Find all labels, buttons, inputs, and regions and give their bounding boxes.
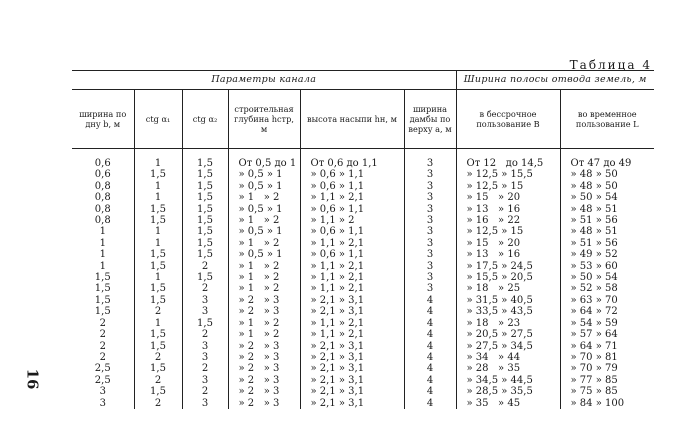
table-title: Таблица 4 (569, 58, 652, 72)
header-ctg-a2: ctg α₂ (182, 90, 228, 149)
cell-embankment: » 1,1 » 2,1 (300, 238, 404, 249)
cell-embankment: » 2,1 » 3,1 (300, 398, 404, 409)
cell-permanent-use: » 31,5 » 40,5 (456, 295, 560, 306)
cell-ctg-a1: 2 (134, 352, 182, 363)
cell-bottom-width: 0,8 (94, 215, 111, 227)
cell-embankment: » 1,1 » 2 (300, 215, 404, 226)
cell-ctg-a1: 1,5 (134, 283, 182, 294)
cell-bottom-width: 2 (99, 340, 106, 352)
cell-ctg-a2: 1,5 (182, 249, 228, 260)
table-header (72, 71, 654, 149)
cell-embankment: » 2,1 » 3,1 (300, 295, 404, 306)
cell-temporary-use: » 53 » 60 (560, 261, 654, 272)
cell-embankment: » 0,6 » 1,1 (300, 169, 404, 180)
table-row (72, 295, 654, 306)
table-row (72, 192, 654, 203)
cell-ctg-a2: 1,5 (182, 149, 228, 170)
cell-ctg-a2: 2 (182, 329, 228, 340)
cell-bottom-width: 0,6 (94, 158, 111, 169)
cell-temporary-use: » 48 » 50 (560, 181, 654, 192)
cell-embankment: » 2,1 » 3,1 (300, 341, 404, 352)
cell-ctg-a1: 1,5 (134, 341, 182, 352)
header-bottom-width: ширина по дну b, м (72, 90, 134, 149)
cell-ctg-a1: 1,5 (134, 363, 182, 374)
cell-ctg-a2: 2 (182, 363, 228, 374)
cell-depth: » 1 » 2 (228, 318, 300, 329)
cell-depth: » 2 » 3 (228, 386, 300, 397)
cell-ctg-a2: 3 (182, 398, 228, 409)
header-dam-width: ширина дамбы по верху a, м (404, 90, 456, 149)
cell-embankment: » 2,1 » 3,1 (300, 363, 404, 374)
cell-ctg-a2: 1,5 (182, 226, 228, 237)
cell-dam-width: 3 (404, 238, 456, 249)
table-row (72, 375, 654, 386)
cell-ctg-a1: 1 (134, 181, 182, 192)
cell-embankment: » 2,1 » 3,1 (300, 352, 404, 363)
cell-permanent-use: » 18 » 25 (456, 283, 560, 294)
cell-ctg-a1: 2 (134, 306, 182, 317)
cell-depth: » 2 » 3 (228, 375, 300, 386)
cell-permanent-use: » 28,5 » 35,5 (456, 386, 560, 397)
table-row (72, 238, 654, 249)
cell-temporary-use: » 48 » 50 (560, 169, 654, 180)
cell-ctg-a2: 1,5 (182, 215, 228, 226)
cell-embankment: » 2,1 » 3,1 (300, 375, 404, 386)
cell-temporary-use: » 70 » 81 (560, 352, 654, 363)
cell-ctg-a2: 3 (182, 306, 228, 317)
cell-dam-width: 3 (404, 149, 456, 170)
cell-depth: » 1 » 2 (228, 215, 300, 226)
cell-bottom-width: 1 (99, 249, 106, 261)
cell-embankment: » 1,1 » 2,1 (300, 261, 404, 272)
cell-embankment: » 0,6 » 1,1 (300, 204, 404, 215)
cell-ctg-a1: 2 (134, 375, 182, 386)
cell-ctg-a2: 1,5 (182, 169, 228, 180)
cell-temporary-use: От 47 до 49 (560, 149, 654, 170)
cell-temporary-use: » 84 » 100 (560, 398, 654, 409)
cell-dam-width: 3 (404, 204, 456, 215)
cell-temporary-use: » 64 » 72 (560, 306, 654, 317)
cell-bottom-width: 3 (99, 397, 106, 409)
cell-ctg-a2: 1,5 (182, 192, 228, 203)
cell-ctg-a1: 1,5 (134, 249, 182, 260)
table-row (72, 363, 654, 374)
cell-permanent-use: » 12,5 » 15 (456, 226, 560, 237)
table-row (72, 386, 654, 397)
header-embankment: высота насыпи hн, м (300, 90, 404, 149)
cell-depth: » 1 » 2 (228, 238, 300, 249)
cell-dam-width: 4 (404, 318, 456, 329)
cell-ctg-a2: 3 (182, 295, 228, 306)
cell-ctg-a1: 1,5 (134, 295, 182, 306)
cell-temporary-use: » 50 » 54 (560, 192, 654, 203)
cell-ctg-a1: 1 (134, 272, 182, 283)
cell-permanent-use: » 34 » 44 (456, 352, 560, 363)
cell-permanent-use: » 33,5 » 43,5 (456, 306, 560, 317)
header-ctg-a1: ctg α₁ (134, 90, 182, 149)
cell-embankment: » 1,1 » 2,1 (300, 329, 404, 340)
table-row (72, 261, 654, 272)
cell-ctg-a1: 1,5 (134, 386, 182, 397)
cell-dam-width: 3 (404, 169, 456, 180)
table-row (72, 249, 654, 260)
table-row (72, 306, 654, 317)
cell-permanent-use: » 15 » 20 (456, 192, 560, 203)
cell-temporary-use: » 51 » 56 (560, 215, 654, 226)
cell-bottom-width: 1 (99, 237, 106, 249)
cell-ctg-a2: 3 (182, 375, 228, 386)
table-row (72, 181, 654, 192)
cell-depth: » 1 » 2 (228, 272, 300, 283)
cell-dam-width: 4 (404, 386, 456, 397)
cell-dam-width: 4 (404, 306, 456, 317)
cell-permanent-use: » 12,5 » 15 (456, 181, 560, 192)
cell-depth: » 1 » 2 (228, 192, 300, 203)
cell-ctg-a2: 3 (182, 352, 228, 363)
table-row (72, 318, 654, 329)
cell-permanent-use: » 18 » 23 (456, 318, 560, 329)
cell-temporary-use: » 48 » 51 (560, 226, 654, 237)
cell-ctg-a1: 1,5 (134, 215, 182, 226)
cell-temporary-use: » 63 » 70 (560, 295, 654, 306)
cell-dam-width: 3 (404, 272, 456, 283)
cell-permanent-use: От 12 до 14,5 (456, 149, 560, 170)
table-body (72, 149, 654, 409)
cell-ctg-a1: 1,5 (134, 329, 182, 340)
cell-depth: » 1 » 2 (228, 329, 300, 340)
cell-dam-width: 4 (404, 295, 456, 306)
cell-dam-width: 3 (404, 192, 456, 203)
cell-bottom-width: 2,5 (94, 374, 111, 386)
cell-ctg-a2: 1,5 (182, 238, 228, 249)
cell-dam-width: 3 (404, 215, 456, 226)
cell-depth: » 2 » 3 (228, 306, 300, 317)
cell-embankment: » 0,6 » 1,1 (300, 181, 404, 192)
cell-embankment: » 0,6 » 1,1 (300, 249, 404, 260)
cell-depth: » 1 » 2 (228, 283, 300, 294)
cell-temporary-use: » 54 » 59 (560, 318, 654, 329)
cell-ctg-a1: 1 (134, 192, 182, 203)
cell-depth: От 0,5 до 1 (228, 149, 300, 170)
cell-ctg-a1: 1,5 (134, 204, 182, 215)
cell-temporary-use: » 48 » 51 (560, 204, 654, 215)
cell-bottom-width: 0,8 (94, 203, 111, 215)
cell-embankment: » 2,1 » 3,1 (300, 306, 404, 317)
cell-dam-width: 4 (404, 352, 456, 363)
cell-temporary-use: » 64 » 71 (560, 341, 654, 352)
cell-bottom-width: 0,8 (94, 192, 111, 204)
cell-ctg-a2: 3 (182, 341, 228, 352)
cell-permanent-use: » 35 » 45 (456, 398, 560, 409)
cell-bottom-width: 2 (99, 351, 106, 363)
cell-bottom-width: 1 (99, 260, 106, 272)
cell-depth: » 2 » 3 (228, 352, 300, 363)
cell-ctg-a1: 1,5 (134, 169, 182, 180)
cell-depth: » 0,5 » 1 (228, 204, 300, 215)
cell-depth: » 2 » 3 (228, 363, 300, 374)
cell-bottom-width: 2 (99, 329, 106, 341)
cell-dam-width: 3 (404, 181, 456, 192)
cell-embankment: От 0,6 до 1,1 (300, 149, 404, 170)
cell-embankment: » 0,6 » 1,1 (300, 226, 404, 237)
cell-embankment: » 1,1 » 2,1 (300, 283, 404, 294)
cell-permanent-use: » 34,5 » 44,5 (456, 375, 560, 386)
cell-dam-width: 3 (404, 249, 456, 260)
cell-temporary-use: » 51 » 56 (560, 238, 654, 249)
cell-depth: » 0,5 » 1 (228, 226, 300, 237)
cell-bottom-width: 1 (99, 226, 106, 238)
cell-bottom-width: 3 (99, 386, 106, 398)
header-permanent-use: в бессрочное пользование B (456, 90, 560, 149)
page-number: 16 (23, 368, 42, 390)
cell-dam-width: 4 (404, 398, 456, 409)
cell-bottom-width: 0,6 (94, 169, 111, 181)
cell-embankment: » 1,1 » 2,1 (300, 318, 404, 329)
table-row (72, 204, 654, 215)
cell-dam-width: 4 (404, 329, 456, 340)
header-strip-width: Ширина полосы отвода земель, м (456, 71, 654, 90)
cell-depth: » 0,5 » 1 (228, 181, 300, 192)
cell-embankment: » 1,1 » 2,1 (300, 192, 404, 203)
cell-permanent-use: » 27,5 » 34,5 (456, 341, 560, 352)
cell-ctg-a2: 2 (182, 386, 228, 397)
cell-permanent-use: » 28 » 35 (456, 363, 560, 374)
cell-ctg-a2: 2 (182, 283, 228, 294)
table-row (72, 329, 654, 340)
cell-bottom-width: 2 (99, 317, 106, 329)
cell-depth: » 1 » 2 (228, 261, 300, 272)
cell-ctg-a2: 1,5 (182, 272, 228, 283)
cell-ctg-a1: 1 (134, 149, 182, 170)
cell-temporary-use: » 50 » 54 (560, 272, 654, 283)
cell-depth: » 2 » 3 (228, 341, 300, 352)
cell-bottom-width: 1,5 (94, 306, 111, 318)
cell-permanent-use: » 15 » 20 (456, 238, 560, 249)
cell-depth: » 2 » 3 (228, 295, 300, 306)
cell-permanent-use: » 12,5 » 15,5 (456, 169, 560, 180)
cell-permanent-use: » 13 » 16 (456, 249, 560, 260)
table-row (72, 283, 654, 294)
table-row (72, 341, 654, 352)
table-row (72, 398, 654, 409)
header-depth: строительная глубина hстр, м (228, 90, 300, 149)
cell-ctg-a1: 1 (134, 226, 182, 237)
table-row (72, 215, 654, 226)
cell-temporary-use: » 49 » 52 (560, 249, 654, 260)
cell-ctg-a1: 1 (134, 238, 182, 249)
cell-temporary-use: » 52 » 58 (560, 283, 654, 294)
cell-temporary-use: » 75 » 85 (560, 386, 654, 397)
cell-bottom-width: 1,5 (94, 272, 111, 284)
cell-ctg-a1: 2 (134, 398, 182, 409)
cell-ctg-a2: 1,5 (182, 204, 228, 215)
cell-dam-width: 3 (404, 226, 456, 237)
cell-permanent-use: » 16 » 22 (456, 215, 560, 226)
cell-temporary-use: » 77 » 85 (560, 375, 654, 386)
cell-ctg-a2: 1,5 (182, 318, 228, 329)
table-row (72, 169, 654, 180)
table-row (72, 226, 654, 237)
cell-bottom-width: 2,5 (94, 363, 111, 375)
cell-ctg-a1: 1,5 (134, 261, 182, 272)
cell-bottom-width: 0,8 (94, 180, 111, 192)
table-row (72, 272, 654, 283)
cell-ctg-a1: 1 (134, 318, 182, 329)
header-channel-params: Параметры канала (72, 71, 456, 90)
cell-dam-width: 4 (404, 363, 456, 374)
cell-temporary-use: » 70 » 79 (560, 363, 654, 374)
cell-embankment: » 2,1 » 3,1 (300, 386, 404, 397)
cell-depth: » 0,5 » 1 (228, 169, 300, 180)
header-temporary-use: во временное пользование L (560, 90, 654, 149)
cell-depth: » 2 » 3 (228, 398, 300, 409)
cell-dam-width: 3 (404, 283, 456, 294)
cell-dam-width: 3 (404, 261, 456, 272)
cell-bottom-width: 1,5 (94, 294, 111, 306)
cell-dam-width: 4 (404, 341, 456, 352)
table-row (72, 352, 654, 363)
cell-permanent-use: » 20,5 » 27,5 (456, 329, 560, 340)
table-row (72, 149, 654, 170)
cell-ctg-a2: 2 (182, 261, 228, 272)
cell-bottom-width: 1,5 (94, 283, 111, 295)
cell-permanent-use: » 17,5 » 24,5 (456, 261, 560, 272)
cell-temporary-use: » 57 » 64 (560, 329, 654, 340)
cell-depth: » 0,5 » 1 (228, 249, 300, 260)
cell-permanent-use: » 13 » 16 (456, 204, 560, 215)
cell-dam-width: 4 (404, 375, 456, 386)
cell-embankment: » 1,1 » 2,1 (300, 272, 404, 283)
cell-permanent-use: » 15,5 » 20,5 (456, 272, 560, 283)
data-table (72, 70, 654, 409)
cell-ctg-a2: 1,5 (182, 181, 228, 192)
